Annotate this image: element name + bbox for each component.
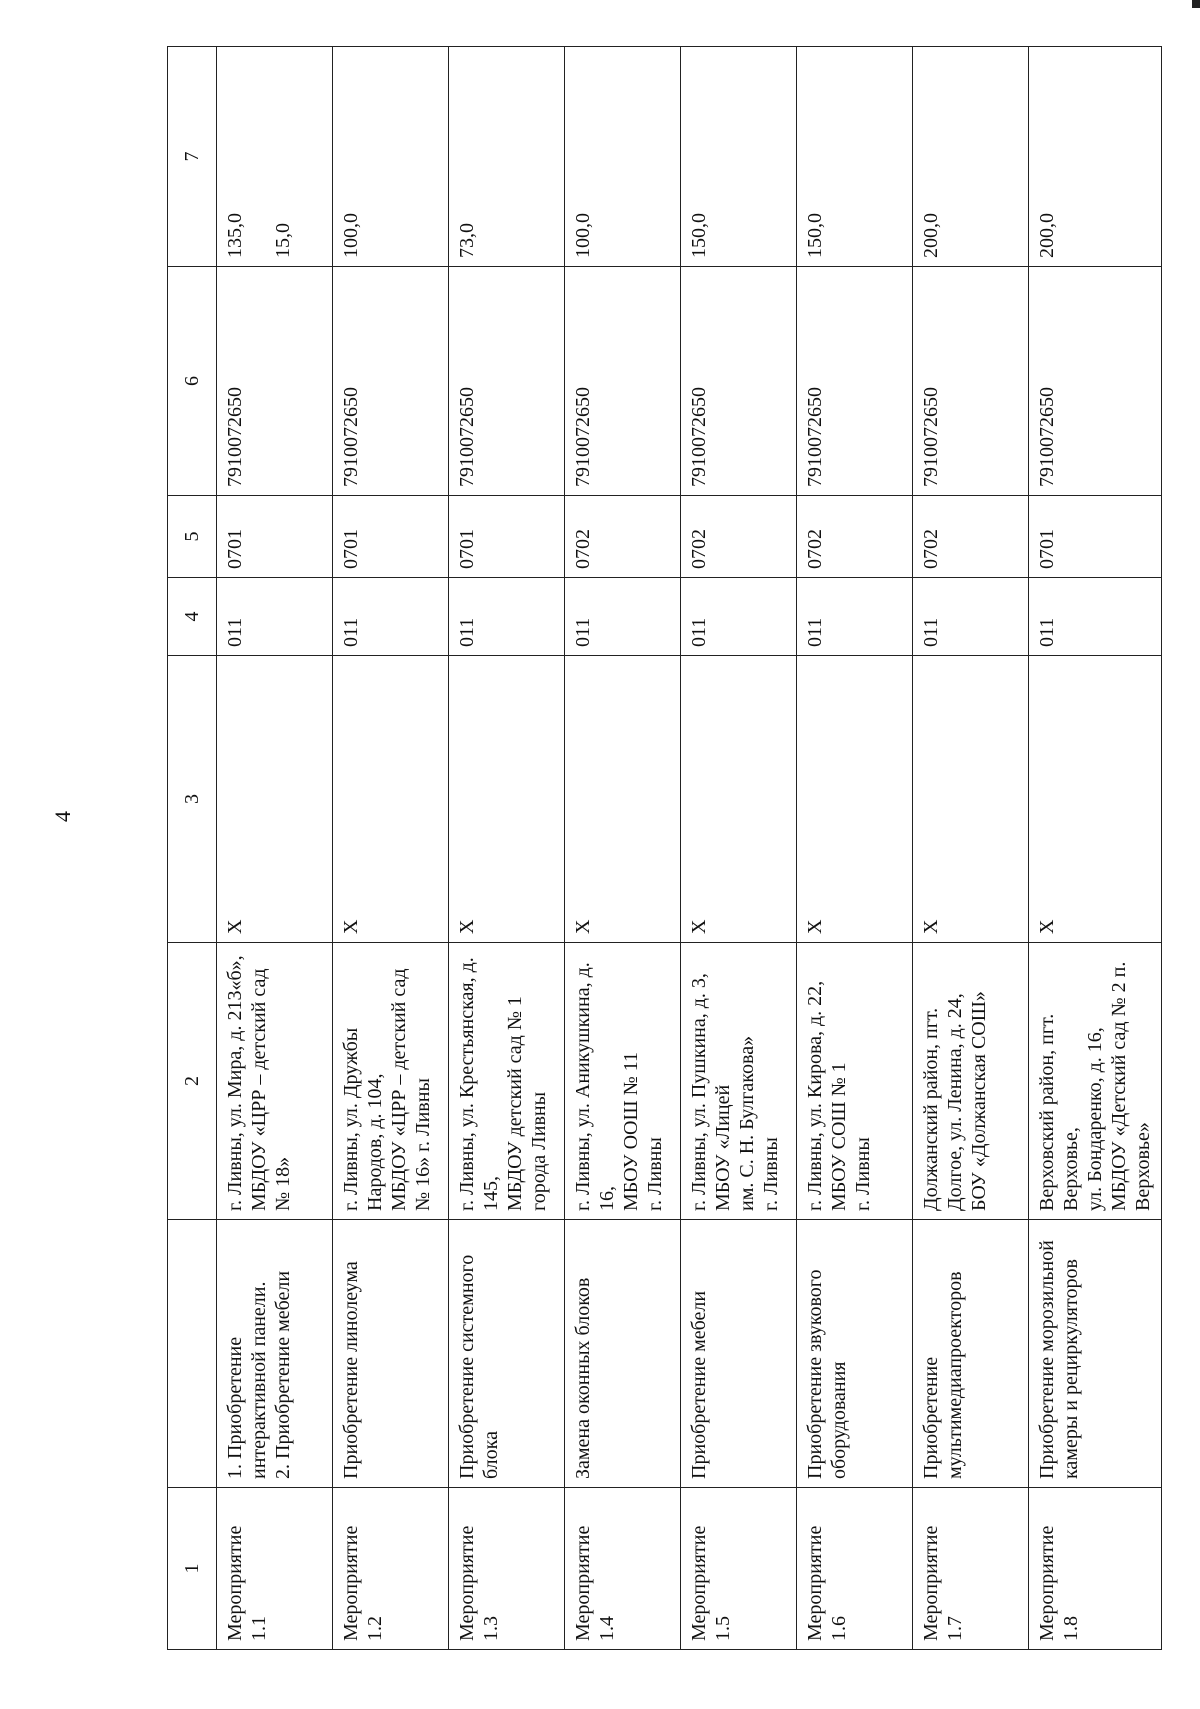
target-article-cell: 7910072650: [333, 267, 449, 496]
section-cell: 0701: [449, 496, 565, 578]
table-row: [333, 47, 449, 1650]
page-number: 4: [50, 811, 75, 822]
amount-cell: 73,0: [449, 47, 565, 267]
amount-cell: 100,0: [333, 47, 449, 267]
target-article-cell: 7910072650: [565, 267, 681, 496]
address-cell: г. Ливны, ул. Пушкина, д. 3, МБОУ «Лицей им. С. Н. Булгакова» г. Ливны: [681, 943, 797, 1220]
amount-cell: 135,0 15,0: [217, 47, 333, 267]
scan-mark: [1192, 0, 1200, 8]
header-cell: 7: [168, 47, 217, 267]
address-cell: г. Ливны, ул. Кирова, д. 22, МБОУ СОШ № 1 г. Ливны: [797, 943, 913, 1220]
mark-cell: Х: [1029, 656, 1162, 943]
target-article-cell: 7910072650: [449, 267, 565, 496]
measure-description-cell: Приобретение системного блока: [449, 1220, 565, 1488]
amount-cell: 200,0: [1029, 47, 1162, 267]
section-cell: 0702: [797, 496, 913, 578]
table-header-row: [168, 47, 217, 1650]
amount-cell: 200,0: [913, 47, 1029, 267]
header-cell: 2: [168, 943, 217, 1220]
measure-id-cell: Мероприятие 1.6: [797, 1488, 913, 1650]
measure-description-cell: Приобретение морозильной камеры и рециркуляторов: [1029, 1220, 1162, 1488]
measure-id-cell: Мероприятие 1.8: [1029, 1488, 1162, 1650]
header-cell: 5: [168, 496, 217, 578]
mark-cell: Х: [913, 656, 1029, 943]
table-row: [1029, 47, 1162, 1650]
table-row: [681, 47, 797, 1650]
code-cell: 011: [1029, 578, 1162, 656]
measure-id-cell: Мероприятие 1.1: [217, 1488, 333, 1650]
address-cell: г. Ливны, ул. Дружбы Народов, д. 104, МБДОУ «ЦРР – детский сад № 16» г. Ливны: [333, 943, 449, 1220]
address-cell: Верховский район, пгт. Верховье, ул. Бондаренко, д. 16, МБДОУ «Детский сад № 2 п. Верховье»: [1029, 943, 1162, 1220]
section-cell: 0702: [913, 496, 1029, 578]
code-cell: 011: [217, 578, 333, 656]
target-article-cell: 7910072650: [797, 267, 913, 496]
table-row: [565, 47, 681, 1650]
section-cell: 0701: [1029, 496, 1162, 578]
amount-cell: 100,0: [565, 47, 681, 267]
address-cell: г. Ливны, ул. Крестьянская, д. 145, МБДОУ детский сад № 1 города Ливны: [449, 943, 565, 1220]
table-row: [449, 47, 565, 1650]
mark-cell: Х: [333, 656, 449, 943]
address-cell: г. Ливны, ул. Аникушкина, д. 16, МБОУ ООШ № 11 г. Ливны: [565, 943, 681, 1220]
address-cell: г. Ливны, ул. Мира, д. 213«б», МБДОУ «ЦРР – детский сад № 18»: [217, 943, 333, 1220]
header-cell: 3: [168, 656, 217, 943]
header-cell: [168, 1220, 217, 1488]
target-article-cell: 7910072650: [681, 267, 797, 496]
table-row: [217, 47, 333, 1650]
mark-cell: Х: [681, 656, 797, 943]
code-cell: 011: [797, 578, 913, 656]
section-cell: 0702: [565, 496, 681, 578]
amount-cell: 150,0: [681, 47, 797, 267]
code-cell: 011: [333, 578, 449, 656]
header-cell: 1: [168, 1488, 217, 1650]
measure-description-cell: Приобретение звукового оборудования: [797, 1220, 913, 1488]
code-cell: 011: [913, 578, 1029, 656]
mark-cell: Х: [797, 656, 913, 943]
target-article-cell: 7910072650: [913, 267, 1029, 496]
measure-description-cell: Приобретение мультимедиапроекторов: [913, 1220, 1029, 1488]
measure-description-cell: Замена оконных блоков: [565, 1220, 681, 1488]
measure-description-cell: Приобретение мебели: [681, 1220, 797, 1488]
measure-id-cell: Мероприятие 1.3: [449, 1488, 565, 1650]
measures-table: [167, 46, 1162, 1650]
measure-id-cell: Мероприятие 1.7: [913, 1488, 1029, 1650]
code-cell: 011: [565, 578, 681, 656]
rotated-table-container: [167, 47, 1154, 1650]
measure-id-cell: Мероприятие 1.2: [333, 1488, 449, 1650]
header-cell: 6: [168, 267, 217, 496]
table-row: [797, 47, 913, 1650]
measure-description-cell: 1. Приобретение интерактивной панели. 2. Приобретение мебели: [217, 1220, 333, 1488]
section-cell: 0702: [681, 496, 797, 578]
section-cell: 0701: [217, 496, 333, 578]
target-article-cell: 7910072650: [1029, 267, 1162, 496]
mark-cell: Х: [217, 656, 333, 943]
measure-description-cell: Приобретение линолеума: [333, 1220, 449, 1488]
code-cell: 011: [449, 578, 565, 656]
header-cell: 4: [168, 578, 217, 656]
table-row: [913, 47, 1029, 1650]
section-cell: 0701: [333, 496, 449, 578]
measure-id-cell: Мероприятие 1.4: [565, 1488, 681, 1650]
mark-cell: Х: [449, 656, 565, 943]
measure-id-cell: Мероприятие 1.5: [681, 1488, 797, 1650]
amount-cell: 150,0: [797, 47, 913, 267]
code-cell: 011: [681, 578, 797, 656]
mark-cell: Х: [565, 656, 681, 943]
address-cell: Должанский район, пгт. Долгое, ул. Ленина, д. 24, БОУ «Должанская СОШ»: [913, 943, 1029, 1220]
target-article-cell: 7910072650: [217, 267, 333, 496]
